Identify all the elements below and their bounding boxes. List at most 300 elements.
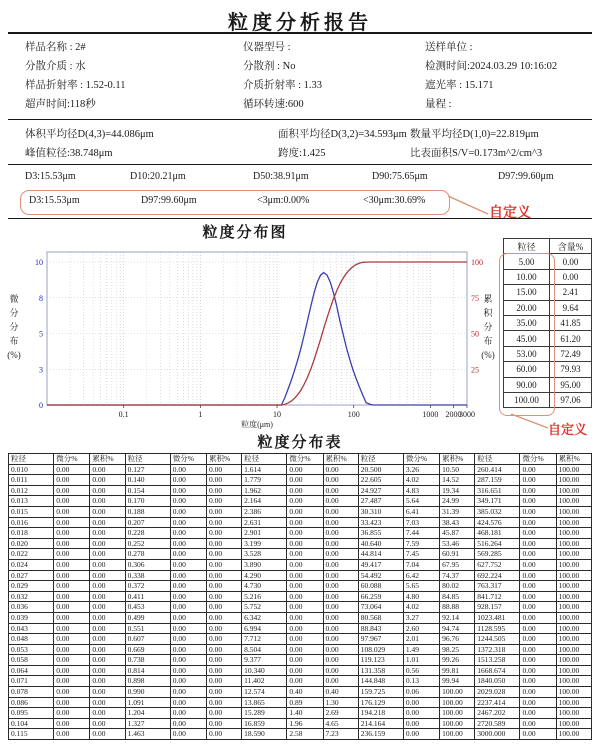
summary-cell: 峰值粒径:38.748μm	[25, 148, 113, 159]
cum-cell: 0.00	[323, 496, 358, 507]
size-cell: 1513.258	[475, 655, 520, 666]
cum-cell: 0.00	[90, 485, 125, 496]
size-cell: 16.859	[242, 718, 287, 729]
distribution-table-row	[9, 506, 592, 517]
size-cell: 194.218	[358, 708, 403, 719]
divider	[8, 32, 592, 34]
size-cell: 0.032	[9, 591, 54, 602]
info-cell: 超声时间:118秒	[25, 99, 96, 110]
diff-cell: 0.00	[54, 517, 90, 528]
distribution-table-row	[9, 687, 592, 698]
size-cell: 763.317	[475, 581, 520, 592]
cum-cell: 100.00	[556, 687, 591, 698]
info-cell: 样品名称 : 2#	[25, 42, 86, 53]
cum-cell: 0.00	[206, 687, 241, 698]
size-cell: 260.414	[475, 464, 520, 475]
info-cell: 循环转速:600	[243, 99, 304, 110]
diff-cell: 0.00	[54, 549, 90, 560]
cum-cell: 38.43	[440, 517, 475, 528]
diff-cell: 0.00	[170, 591, 206, 602]
cum-cell: 100.00	[556, 612, 591, 623]
size-cell: 468.181	[475, 528, 520, 539]
cum-cell: 0.00	[323, 528, 358, 539]
size-cell: 54.492	[358, 570, 403, 581]
size-cell: 236.159	[358, 729, 403, 740]
diff-cell: 0.00	[287, 570, 323, 581]
size-cell: 10.340	[242, 665, 287, 676]
size-cell: 569.285	[475, 549, 520, 560]
diff-cell: 3.27	[403, 612, 439, 623]
diff-cell: 0.06	[403, 687, 439, 698]
cum-cell: 0.00	[323, 475, 358, 486]
size-cell: 73.064	[358, 602, 403, 613]
cum-cell: 0.00	[206, 718, 241, 729]
diff-cell: 0.00	[54, 602, 90, 613]
diff-cell: 2.01	[403, 634, 439, 645]
size-cell: 0.064	[9, 665, 54, 676]
x-axis-tick-label: 1	[198, 410, 203, 419]
mini-table-header-cell: 含量%	[550, 239, 592, 254]
left-axis-tick-label: 0	[39, 401, 43, 410]
mini-table-cell: 53.00	[504, 346, 550, 361]
size-cell: 88.843	[358, 623, 403, 634]
distribution-table-row	[9, 729, 592, 740]
cum-cell: 0.00	[323, 549, 358, 560]
info-cell: 介质折射率 : 1.33	[243, 80, 323, 91]
info-cell: 量程 :	[425, 99, 452, 110]
cum-cell: 0.00	[206, 634, 241, 645]
cum-cell: 80.02	[440, 581, 475, 592]
custom-value: D3:15.53μm	[29, 195, 80, 206]
cum-cell: 0.00	[323, 623, 358, 634]
cum-cell: 100.00	[556, 644, 591, 655]
distribution-table-header-cell: 微分%	[170, 454, 206, 465]
x-axis-tick-label: 3000	[459, 410, 475, 419]
cum-cell: 0.00	[323, 676, 358, 687]
size-cell: 0.043	[9, 623, 54, 634]
diff-cell: 0.00	[520, 697, 556, 708]
size-cell: 7.712	[242, 634, 287, 645]
diff-cell: 0.00	[170, 612, 206, 623]
diff-cell: 0.00	[287, 538, 323, 549]
mini-table-cell: 20.00	[504, 300, 550, 315]
cum-cell: 100.00	[556, 549, 591, 560]
size-cell: 44.814	[358, 549, 403, 560]
cum-cell: 0.00	[206, 655, 241, 666]
cum-cell: 100.00	[556, 729, 591, 740]
cum-cell: 0.00	[90, 687, 125, 698]
summary-cell: 面积平均径D(3,2)=34.593μm	[278, 129, 407, 140]
diff-cell: 0.00	[170, 687, 206, 698]
diff-cell: 0.00	[287, 591, 323, 602]
size-cell: 1.204	[125, 708, 170, 719]
diff-cell: 7.03	[403, 517, 439, 528]
size-cell: 4.290	[242, 570, 287, 581]
distribution-table-row	[9, 612, 592, 623]
diff-cell: 0.00	[520, 644, 556, 655]
cum-cell: 92.14	[440, 612, 475, 623]
diff-cell: 0.00	[287, 549, 323, 560]
cum-cell: 0.00	[90, 665, 125, 676]
cum-cell: 100.00	[556, 676, 591, 687]
diff-cell: 7.45	[403, 549, 439, 560]
distribution-table-header-row	[9, 454, 592, 465]
size-cell: 60.088	[358, 581, 403, 592]
diff-cell: 0.00	[170, 644, 206, 655]
left-axis-tick-label: 5	[39, 329, 43, 339]
size-cell: 0.039	[9, 612, 54, 623]
size-cell: 627.752	[475, 559, 520, 570]
diff-cell: 0.00	[287, 475, 323, 486]
distribution-table-header-cell: 累积%	[556, 454, 591, 465]
distribution-table-row	[9, 634, 592, 645]
size-cell: 0.012	[9, 485, 54, 496]
cum-cell: 0.00	[206, 676, 241, 687]
size-cell: 0.086	[9, 697, 54, 708]
cum-cell: 100.00	[440, 718, 475, 729]
diff-cell: 0.00	[54, 623, 90, 634]
right-axis-title-char: 布	[483, 336, 493, 346]
diff-cell: 0.00	[170, 506, 206, 517]
size-cell: 0.104	[9, 718, 54, 729]
mini-table-cell: 9.64	[550, 300, 592, 315]
cum-cell: 0.00	[206, 496, 241, 507]
diff-cell: 1.40	[287, 708, 323, 719]
diff-cell: 0.00	[520, 528, 556, 539]
distribution-table-row	[9, 549, 592, 560]
distribution-table-row	[9, 697, 592, 708]
diff-cell: 0.00	[54, 475, 90, 486]
distribution-table-header-cell: 粒径	[9, 454, 54, 465]
cum-cell: 100.00	[556, 602, 591, 613]
size-cell: 0.018	[9, 528, 54, 539]
custom-value: <3μm:0.00%	[257, 195, 310, 206]
distribution-table	[8, 453, 592, 740]
distribution-table-row	[9, 559, 592, 570]
size-cell: 0.411	[125, 591, 170, 602]
size-cell: 108.029	[358, 644, 403, 655]
cum-cell: 24.99	[440, 496, 475, 507]
size-cell: 2.901	[242, 528, 287, 539]
cum-cell: 0.00	[323, 634, 358, 645]
distribution-table-header-cell: 累积%	[90, 454, 125, 465]
diff-cell: 0.00	[170, 570, 206, 581]
size-cell: 0.170	[125, 496, 170, 507]
cum-cell: 0.00	[323, 506, 358, 517]
diff-cell: 2.60	[403, 623, 439, 634]
diff-cell: 0.00	[520, 687, 556, 698]
d-value: D3:15.53μm	[25, 171, 76, 182]
right-axis-tick-label: 75	[471, 293, 479, 303]
size-cell: 80.568	[358, 612, 403, 623]
info-cell: 样品折射率 : 1.52-0.11	[25, 80, 126, 91]
diff-cell: 0.00	[170, 634, 206, 645]
diff-cell: 0.40	[287, 687, 323, 698]
mini-table-cell: 61.20	[550, 331, 592, 346]
diff-cell: 0.00	[54, 612, 90, 623]
size-cell: 0.188	[125, 506, 170, 517]
diff-cell: 4.80	[403, 591, 439, 602]
size-cell: 0.499	[125, 612, 170, 623]
cum-cell: 0.00	[206, 549, 241, 560]
summary-cell: 体积平均径D(4,3)=44.086μm	[25, 129, 154, 140]
cum-cell: 0.00	[90, 506, 125, 517]
size-cell: 0.278	[125, 549, 170, 560]
size-cell: 0.016	[9, 517, 54, 528]
left-axis-tick-label: 8	[39, 293, 43, 303]
size-cell: 30.310	[358, 506, 403, 517]
distribution-table-row	[9, 655, 592, 666]
cum-cell: 0.00	[206, 506, 241, 517]
size-cell: 0.048	[9, 634, 54, 645]
size-cell: 12.574	[242, 687, 287, 698]
cum-cell: 0.00	[90, 602, 125, 613]
x-axis-tick-label: 1000	[422, 410, 439, 419]
left-axis-tick-label: 3	[39, 365, 43, 375]
mini-table-cell: 45.00	[504, 331, 550, 346]
report-title: 粒度分析报告	[228, 12, 372, 34]
cum-cell: 0.00	[90, 634, 125, 645]
cum-cell: 100.00	[556, 718, 591, 729]
diff-cell: 0.00	[287, 496, 323, 507]
cum-cell: 0.00	[206, 729, 241, 740]
size-cell: 0.814	[125, 665, 170, 676]
left-axis-title-char: 分	[9, 322, 19, 332]
size-cell: 20.500	[358, 464, 403, 475]
diff-cell: 0.00	[403, 729, 439, 740]
right-axis-tick-label: 50	[471, 329, 479, 339]
right-axis-title-char: (%)	[481, 350, 495, 360]
mini-table-cell: 100.00	[504, 392, 550, 407]
diff-cell: 0.00	[54, 591, 90, 602]
mini-table-connector-line	[508, 412, 552, 432]
distribution-table-row	[9, 528, 592, 539]
size-cell: 0.338	[125, 570, 170, 581]
diff-cell: 0.00	[170, 549, 206, 560]
distribution-table-row	[9, 464, 592, 475]
diff-cell: 0.00	[287, 581, 323, 592]
cum-cell: 0.00	[206, 623, 241, 634]
size-cell: 3.199	[242, 538, 287, 549]
chart-section-title: 粒度分布图	[202, 225, 288, 241]
cum-cell: 0.00	[206, 464, 241, 475]
size-cell: 2467.202	[475, 708, 520, 719]
cum-cell: 1.30	[323, 697, 358, 708]
size-cell: 928.157	[475, 602, 520, 613]
custom-value: <30μm:30.69%	[363, 195, 426, 206]
size-cell: 176.129	[358, 697, 403, 708]
divider	[8, 218, 592, 219]
cum-cell: 0.00	[206, 708, 241, 719]
diff-cell: 0.00	[54, 665, 90, 676]
cum-cell: 0.00	[323, 655, 358, 666]
cum-cell: 98.25	[440, 644, 475, 655]
size-cell: 0.013	[9, 496, 54, 507]
diff-cell: 0.00	[54, 718, 90, 729]
size-cell: 1372.318	[475, 644, 520, 655]
diff-cell: 0.00	[54, 708, 90, 719]
cum-cell: 100.00	[556, 623, 591, 634]
diff-cell: 0.00	[170, 485, 206, 496]
diff-cell: 0.00	[170, 655, 206, 666]
cum-cell: 0.00	[90, 528, 125, 539]
diff-cell: 3.26	[403, 464, 439, 475]
cum-cell: 100.00	[440, 687, 475, 698]
cum-cell: 10.50	[440, 464, 475, 475]
diff-cell: 0.00	[54, 559, 90, 570]
size-cell: 5.752	[242, 602, 287, 613]
cum-cell: 0.00	[323, 517, 358, 528]
diff-cell: 0.00	[170, 718, 206, 729]
diff-cell: 0.00	[170, 559, 206, 570]
diff-cell: 7.04	[403, 559, 439, 570]
left-axis-title-char: 微	[9, 294, 19, 304]
mini-table-cell: 10.00	[504, 269, 550, 284]
distribution-table-row	[9, 496, 592, 507]
x-axis-tick-label: 100	[347, 410, 360, 419]
size-cell: 0.010	[9, 464, 54, 475]
distribution-table-row	[9, 644, 592, 655]
cum-cell: 0.00	[323, 612, 358, 623]
size-cell: 287.159	[475, 475, 520, 486]
cum-cell: 0.00	[206, 528, 241, 539]
size-cell: 40.640	[358, 538, 403, 549]
size-cell: 1.962	[242, 485, 287, 496]
info-cell: 仪器型号 :	[243, 42, 291, 53]
cum-cell: 0.00	[323, 591, 358, 602]
cum-cell: 0.00	[206, 485, 241, 496]
d-value: D10:20.21μm	[130, 171, 186, 182]
size-cell: 2029.028	[475, 687, 520, 698]
diff-cell: 0.00	[170, 708, 206, 719]
cum-cell: 53.46	[440, 538, 475, 549]
cum-cell: 0.00	[323, 485, 358, 496]
cum-cell: 100.00	[556, 634, 591, 645]
left-axis-title-char: (%)	[7, 350, 21, 360]
size-cell: 316.651	[475, 485, 520, 496]
cum-cell: 67.95	[440, 559, 475, 570]
diff-cell: 0.00	[54, 729, 90, 740]
diff-cell: 5.64	[403, 496, 439, 507]
size-cell: 1840.050	[475, 676, 520, 687]
cum-cell: 94.74	[440, 623, 475, 634]
size-cell: 0.990	[125, 687, 170, 698]
left-axis-tick-label: 10	[35, 258, 43, 267]
cum-cell: 0.00	[90, 612, 125, 623]
header-info	[25, 38, 595, 114]
size-cell: 0.027	[9, 570, 54, 581]
cum-cell: 100.00	[440, 708, 475, 719]
cum-cell: 0.00	[90, 517, 125, 528]
distribution-table-header-cell: 粒径	[242, 454, 287, 465]
x-axis-tick-label: 2000	[445, 410, 462, 419]
x-axis-title: 粒度(μm)	[241, 420, 273, 429]
distribution-table-header-cell: 粒径	[125, 454, 170, 465]
size-cell: 15.289	[242, 708, 287, 719]
custom-annotation-label: 自定义	[489, 206, 531, 221]
size-cell: 6.342	[242, 612, 287, 623]
diff-cell: 0.00	[403, 697, 439, 708]
cum-cell: 45.87	[440, 528, 475, 539]
d-values-row	[0, 171, 600, 186]
distribution-table-row	[9, 581, 592, 592]
diff-cell: 0.00	[287, 676, 323, 687]
summary-cell: 数量平均径D(1,0)=22.819μm	[410, 129, 539, 140]
cum-cell: 0.00	[90, 570, 125, 581]
cum-cell: 0.00	[90, 559, 125, 570]
mini-table-cell: 0.00	[550, 269, 592, 284]
divider	[8, 164, 592, 165]
cum-cell: 0.00	[90, 591, 125, 602]
diff-cell: 0.56	[403, 665, 439, 676]
x-axis-tick-label: 0.1	[118, 410, 129, 419]
size-cell: 66.259	[358, 591, 403, 602]
cum-cell: 99.26	[440, 655, 475, 666]
diff-cell: 6.41	[403, 506, 439, 517]
diff-cell: 0.00	[287, 623, 323, 634]
diff-cell: 0.00	[287, 517, 323, 528]
diff-cell: 0.00	[520, 464, 556, 475]
diff-cell: 0.00	[520, 549, 556, 560]
cum-cell: 99.81	[440, 665, 475, 676]
diff-cell: 0.00	[170, 538, 206, 549]
diff-cell: 0.00	[54, 538, 90, 549]
size-cell: 1.779	[242, 475, 287, 486]
size-cell: 144.848	[358, 676, 403, 687]
size-cell: 0.140	[125, 475, 170, 486]
cum-cell: 0.00	[323, 538, 358, 549]
diff-cell: 1.49	[403, 644, 439, 655]
diff-cell: 0.00	[520, 475, 556, 486]
cum-cell: 0.00	[90, 549, 125, 560]
diff-cell: 0.00	[287, 665, 323, 676]
diff-cell: 0.00	[54, 570, 90, 581]
cum-cell: 0.00	[206, 591, 241, 602]
size-cell: 0.071	[9, 676, 54, 687]
diff-cell: 2.58	[287, 729, 323, 740]
diff-cell: 0.00	[54, 496, 90, 507]
diff-cell: 0.00	[520, 538, 556, 549]
mini-table-cell: 60.00	[504, 362, 550, 377]
diff-cell: 0.00	[54, 464, 90, 475]
size-cell: 0.898	[125, 676, 170, 687]
cum-cell: 0.00	[90, 538, 125, 549]
cum-cell: 0.00	[206, 665, 241, 676]
diff-cell: 0.00	[287, 655, 323, 666]
size-cell: 18.590	[242, 729, 287, 740]
distribution-table-header-cell: 微分%	[520, 454, 556, 465]
size-cell: 385.032	[475, 506, 520, 517]
cum-cell: 100.00	[556, 591, 591, 602]
diff-cell: 0.00	[287, 612, 323, 623]
cum-cell: 100.00	[556, 496, 591, 507]
diff-cell: 4.02	[403, 475, 439, 486]
custom-box-connector-line	[446, 193, 490, 217]
distribution-table-row	[9, 676, 592, 687]
cum-cell: 2.69	[323, 708, 358, 719]
size-cell: 0.551	[125, 623, 170, 634]
size-cell: 33.423	[358, 517, 403, 528]
size-cell: 1128.595	[475, 623, 520, 634]
size-cell: 2237.414	[475, 697, 520, 708]
cum-cell: 0.00	[323, 602, 358, 613]
diff-cell: 0.00	[170, 517, 206, 528]
cum-cell: 100.00	[556, 464, 591, 475]
size-cell: 24.927	[358, 485, 403, 496]
distribution-table-row	[9, 570, 592, 581]
diff-cell: 0.00	[520, 591, 556, 602]
right-axis-title-char: 积	[483, 308, 493, 318]
